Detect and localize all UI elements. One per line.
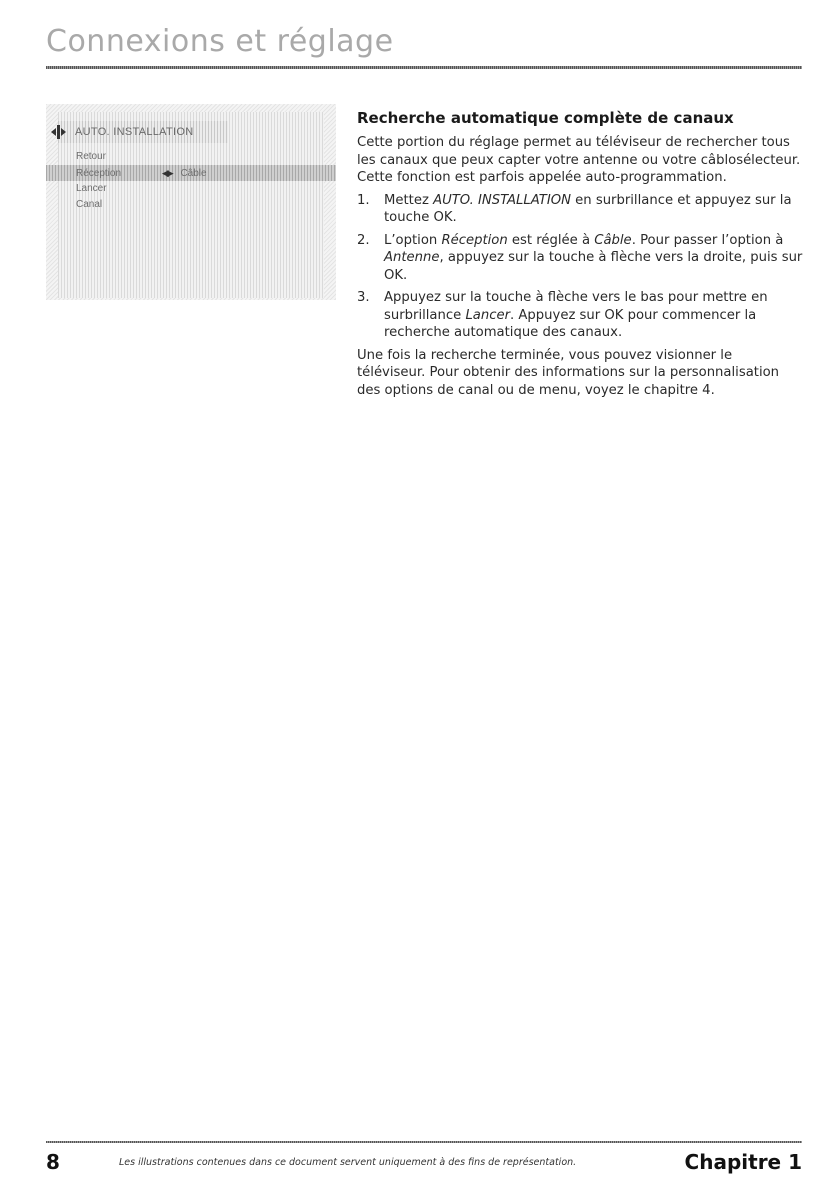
step-text: en surbrillance et appuyez sur la touche OK.	[384, 192, 792, 225]
left-right-arrows-icon	[162, 165, 172, 181]
list-item	[357, 192, 803, 227]
step-emphasis: Antenne	[384, 250, 440, 265]
section-heading: Recherche automatique complète de canaux	[357, 109, 734, 127]
tv-menu-title-row	[58, 121, 228, 143]
step-emphasis: Lancer	[465, 307, 511, 323]
intro-paragraph: Cette portion du réglage permet au téléviseur de rechercher tous les canaux que peux capter votre antenne ou votre câblosélecteur. Cette fonction est parfois appelée auto-programmation.	[357, 135, 801, 185]
page-title: Connexions et réglage	[46, 24, 394, 59]
page-header	[46, 20, 802, 64]
step-emphasis: AUTO. INSTALLATION	[433, 192, 571, 208]
step-number: 2.	[357, 232, 370, 248]
tv-menu-illustration	[46, 104, 336, 300]
main-content	[357, 108, 803, 399]
step-number: 1.	[357, 192, 370, 208]
tv-menu-item-retour: Retour	[76, 151, 107, 162]
step-text: L’option	[384, 232, 442, 248]
step-text: , appuyez sur la touche à flèche vers la droite, puis sur OK.	[384, 250, 803, 283]
footer-divider	[46, 1141, 802, 1143]
footer-disclaimer: Les illustrations contenues dans ce document servent uniquement à des fins de représentation.	[119, 1157, 577, 1168]
step-number: 3.	[357, 290, 370, 305]
chapter-label: Chapitre 1	[684, 1150, 802, 1174]
tv-menu-item-lancer: Lancer	[76, 183, 107, 194]
step-text: est réglée à	[507, 232, 595, 248]
page-number: 8	[46, 1150, 60, 1174]
tv-menu-item-reception	[46, 165, 336, 181]
tv-menu-reception-value: Câble	[180, 168, 207, 179]
tv-menu-item-canal: Canal	[76, 199, 103, 210]
closing-paragraph: Une fois la recherche terminée, vous pouvez visionner le téléviseur. Pour obtenir des informations sur la personnalisation des options de canal ou de menu, voyez le chapitre 4.	[357, 347, 780, 398]
step-emphasis: Câble	[594, 232, 632, 248]
list-item	[357, 289, 803, 342]
step-emphasis: Réception	[441, 232, 508, 248]
step-text: Mettez	[384, 192, 434, 208]
auto-install-icon	[51, 124, 67, 140]
step-text: . Appuyez sur OK pour commencer la recherche automatique des canaux.	[384, 307, 757, 340]
tv-menu-item-label: Réception	[76, 168, 122, 179]
step-text: . Pour passer l’option à	[631, 232, 784, 248]
tv-menu-panel	[58, 112, 324, 298]
step-text: Appuyez sur la touche à flèche vers le bas pour mettre en surbrillance	[384, 290, 768, 323]
list-item	[357, 232, 803, 285]
tv-menu-title: AUTO. INSTALLATION	[75, 126, 194, 138]
header-divider	[46, 66, 802, 69]
steps-list	[357, 192, 803, 342]
